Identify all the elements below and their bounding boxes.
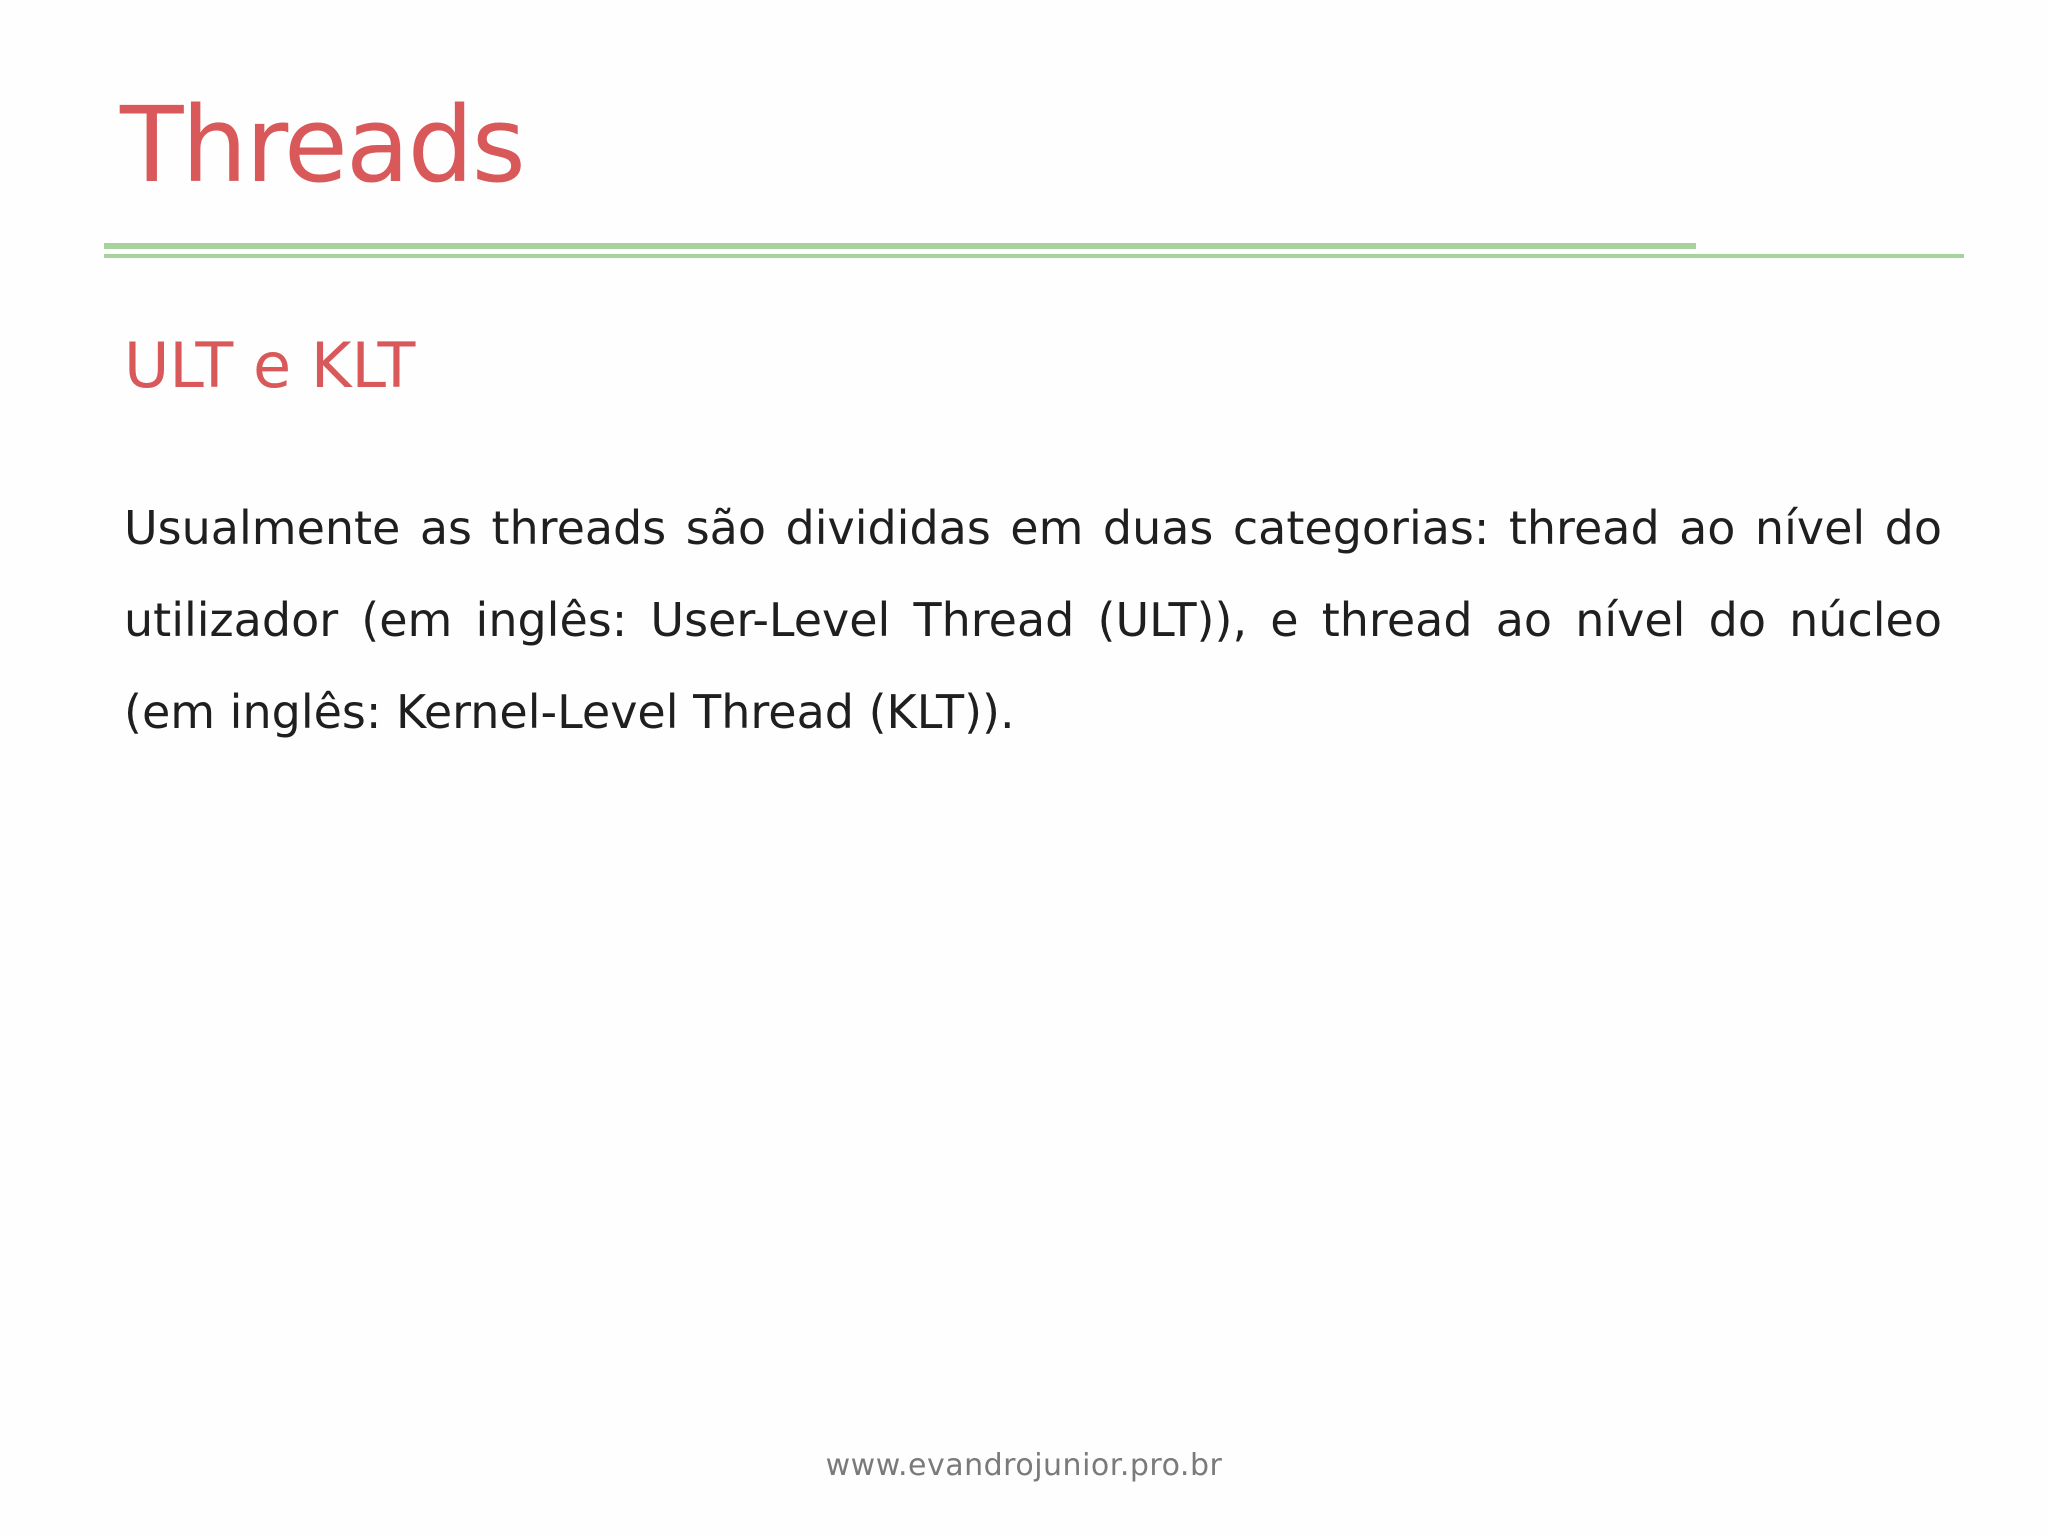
title-divider-bottom	[104, 254, 1964, 258]
title-divider-top	[104, 243, 1696, 249]
footer-url: www.evandrojunior.pro.br	[825, 1448, 1223, 1483]
slide-title: Threads	[120, 84, 524, 206]
body-paragraph: Usualmente as threads são divididas em duas categorias: thread ao nível do utilizador (em inglês: User-Level Thread (ULT)), e thread ao nível do núcleo (em inglês: Kernel-Level Thread (KLT)).	[124, 501, 1942, 739]
slide-subtitle: ULT e KLT	[124, 329, 416, 402]
